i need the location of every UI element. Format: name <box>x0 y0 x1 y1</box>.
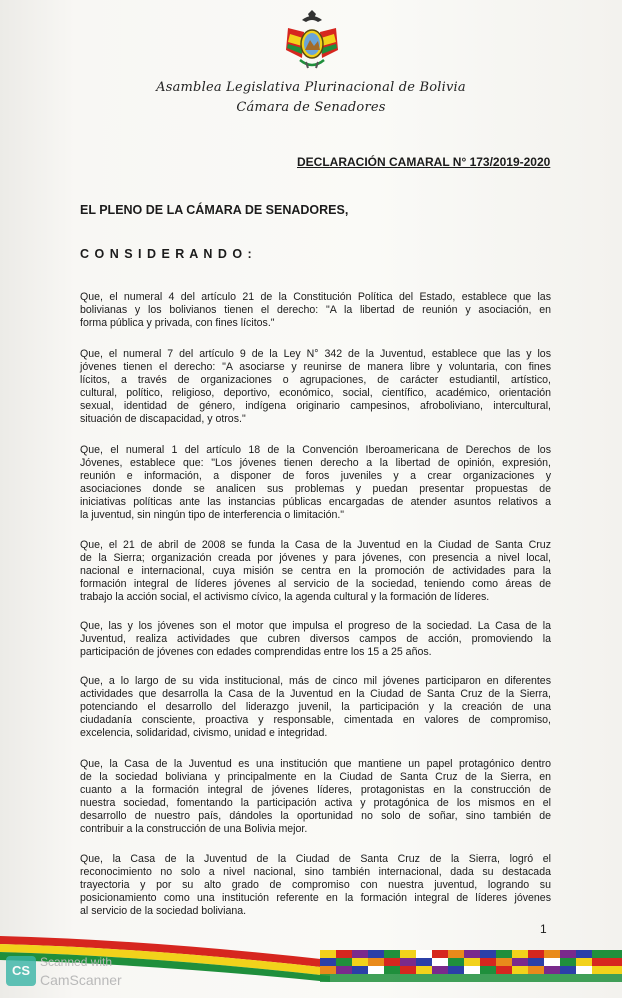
paragraph-line: ciudadanía consciente, proactiva y responsable, cimentada en valores de compromiso, <box>80 714 551 727</box>
considering-heading: C O N S I D E R A N D O : <box>80 247 253 261</box>
paragraph-line: contribuir a la construcción de una Bolivia mejor. <box>80 823 308 836</box>
paragraph-line: la juventud, sin ningún tipo de interferencia o limitación." <box>80 509 345 522</box>
paragraph-line: iniciativas políticas ante las instancias públicas encargadas de atender asuntos relativos a <box>80 496 551 509</box>
paragraph-line: nacional e internacional, cuya misión se centra en la promoción de actividades para la <box>80 565 551 578</box>
paragraph-line: participación de jóvenes con edades comprendidas entre los 15 a 25 años. <box>80 646 432 659</box>
paragraph-line: de la Sierra; organización creada por jóvenes y para jóvenes, con presencia a nivel local, <box>80 552 551 565</box>
bolivia-coat-of-arms-icon <box>280 10 344 74</box>
institution-name: Asamblea Legislativa Plurinacional de Bolivia <box>156 80 466 95</box>
paragraph-3 <box>80 444 551 523</box>
paragraph-8 <box>80 853 551 918</box>
declaration-number: DECLARACIÓN CAMARAL N° 173/2019-2020 <box>297 155 551 169</box>
paragraph-line: formación integral de líderes jóvenes al servicio de la sociedad, teniendo como áreas de <box>80 578 551 591</box>
watermark-line-2: CamScanner <box>40 972 122 988</box>
paragraph-line: Que, a lo largo de su vida institucional, más de cinco mil jóvenes participaron en diferentes <box>80 675 551 687</box>
paragraph-line: de la sociedad boliviana y principalmente en la Ciudad de Santa Cruz de la Sierra, en <box>80 771 551 784</box>
plenary-heading: EL PLENO DE LA CÁMARA DE SENADORES, <box>80 203 349 217</box>
paragraph-line: Jóvenes, establece que: "Los jóvenes tienen derecho a la libertad de opinión, expresión, <box>80 457 551 470</box>
page-number: 1 <box>540 922 547 936</box>
paragraph-line: Que, la Casa de la Juventud de la Ciudad de Santa Cruz de la Sierra, logró el <box>80 853 551 865</box>
paragraph-line: Juventud, realiza actividades que cubren diversos campos de acción, promoviendo la <box>80 633 551 646</box>
chamber-name: Cámara de Senadores <box>236 100 386 115</box>
paragraph-line: bolivianas y los bolivianos tienen el derecho: "A la libertad de reunión y asociación, en <box>80 304 551 317</box>
paragraph-line: situación de discapacidad, y otros." <box>80 413 246 426</box>
paragraph-line: Que, el 21 de abril de 2008 se funda la Casa de la Juventud en la Ciudad de Santa Cruz <box>80 539 551 551</box>
paragraph-line: potenciando el desarrollo del liderazgo juvenil, la participación y la creación de una <box>80 701 551 714</box>
paragraph-line: Que, el numeral 1 del artículo 18 de la Convención Iberoamericana de Derechos de los <box>80 444 551 456</box>
paragraph-line: cuanto a la formación integral de jóvenes líderes, protagonistas en la construcción de <box>80 784 551 797</box>
camscanner-logo-icon: CS <box>6 956 36 986</box>
paragraph-5 <box>80 620 551 659</box>
paragraph-line: reconocimiento no solo a nivel nacional, sino también internacional, dada su destacada <box>80 866 551 879</box>
paragraph-line: trabajo la acción social, el activismo cívico, la agenda cultural y la formación de líderes. <box>80 591 490 604</box>
paragraph-line: desarrollo de nuestro país, dándoles la oportunidad no solo de soñar, sino también de <box>80 810 551 823</box>
paragraph-7 <box>80 758 551 837</box>
paragraph-line: excelencia, solidaridad, civismo, unidad e integridad. <box>80 727 328 740</box>
paragraph-1 <box>80 291 551 330</box>
paragraph-line: lícitos, a través de organizaciones o agrupaciones, de carácter estudiantil, artístico, <box>80 374 551 387</box>
paragraph-6 <box>80 675 551 740</box>
paragraph-line: actividades que desarrolla la Casa de la Juventud en la Ciudad de Santa Cruz de la Sierra, <box>80 688 551 701</box>
paragraph-line: Que, el numeral 7 del artículo 9 de la Ley N° 342 de la Juventud, establece que las y los <box>80 348 551 360</box>
paragraph-line: reunión e información, a disponer de foros juveniles y a crear organizaciones y <box>80 470 551 483</box>
paragraph-line: nuestra sociedad, fomentando la participación activa y protagónica de los mismos en el <box>80 797 551 810</box>
paragraph-line: cultural, político, religioso, deportivo, económico, social, científico, académico, orientación <box>80 387 551 400</box>
paragraph-line: Que, el numeral 4 del artículo 21 de la Constitución Política del Estado, establece que las <box>80 291 551 303</box>
watermark-line-1: Scanned with <box>40 955 113 969</box>
paragraph-line: Que, la Casa de la Juventud es una institución que mantiene un papel protagónico dentro <box>80 758 551 770</box>
paragraph-line: al servicio de la sociedad boliviana. <box>80 905 247 918</box>
paragraph-line: jóvenes tienen el derecho: "A asociarse y reunirse de manera libre y voluntaria, con fines <box>80 361 551 374</box>
paragraph-line: Que, las y los jóvenes son el motor que impulsa el progreso de la sociedad. La Casa de la <box>80 620 551 632</box>
paragraph-line: forma pública y privada, con fines lícitos." <box>80 317 275 330</box>
paragraph-line: asociaciones donde se analicen sus problemas y puedan presentar propuestas de <box>80 483 551 496</box>
paragraph-2 <box>80 348 551 427</box>
paragraph-4 <box>80 539 551 604</box>
paragraph-line: trayectoria y por su alto grado de compromiso con nuestra juventud, logrando su <box>80 879 551 892</box>
paragraph-line: sexual, identidad de género, indígena originario campesinos, afroboliviano, intercultural, <box>80 400 551 413</box>
paragraph-line: posicionamiento como una institución referente en la formación integral de líderes jóvenes <box>80 892 551 905</box>
